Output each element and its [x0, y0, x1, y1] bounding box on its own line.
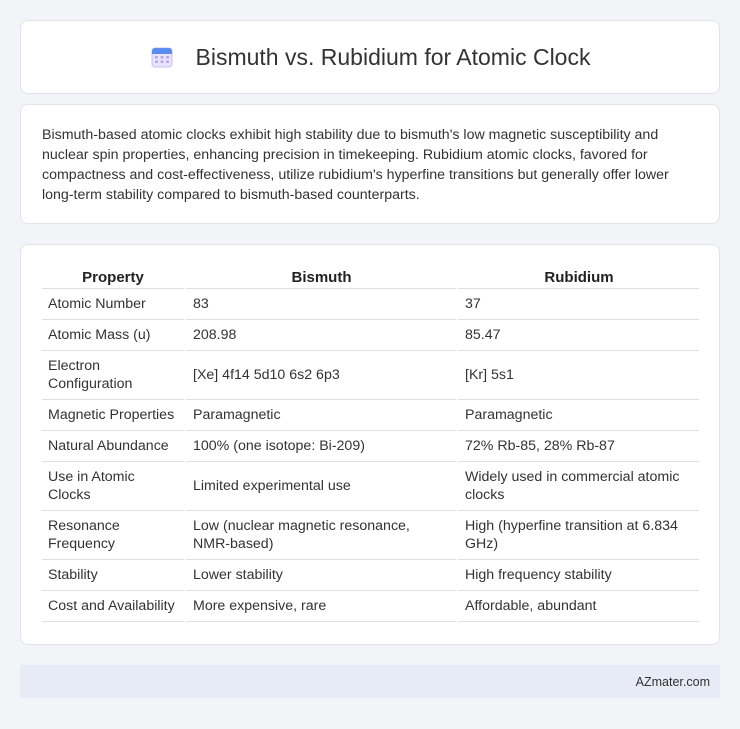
table-row: [42, 560, 699, 591]
title-card: [20, 20, 720, 94]
cell-rubidium: 72% Rb-85, 28% Rb-87: [456, 431, 699, 462]
cell-bismuth: 100% (one isotope: Bi-209): [184, 431, 456, 462]
table-row: [42, 289, 699, 320]
table-row: [42, 462, 699, 511]
cell-bismuth: Limited experimental use: [184, 462, 456, 511]
cell-property: Stability: [42, 560, 184, 591]
cell-property: Atomic Mass (u): [42, 320, 184, 351]
comparison-table: [42, 265, 699, 622]
cell-rubidium: Affordable, abundant: [456, 591, 699, 622]
cell-rubidium: Widely used in commercial atomic clocks: [456, 462, 699, 511]
cell-rubidium: [Kr] 5s1: [456, 351, 699, 400]
header-rubidium: Rubidium: [456, 265, 699, 289]
cell-property: Atomic Number: [42, 289, 184, 320]
table-row: [42, 591, 699, 622]
cell-bismuth: Lower stability: [184, 560, 456, 591]
cell-property: Cost and Availability: [42, 591, 184, 622]
table-row: [42, 320, 699, 351]
cell-rubidium: High (hyperfine transition at 6.834 GHz): [456, 511, 699, 560]
table-row: [42, 351, 699, 400]
header-property: Property: [42, 265, 184, 289]
calendar-icon: [150, 45, 174, 69]
cell-property: Electron Configuration: [42, 351, 184, 400]
cell-rubidium: High frequency stability: [456, 560, 699, 591]
table-row: [42, 400, 699, 431]
cell-property: Resonance Frequency: [42, 511, 184, 560]
comparison-table-card: [20, 244, 720, 645]
intro-card: [20, 104, 720, 224]
cell-bismuth: Low (nuclear magnetic resonance, NMR-based): [184, 511, 456, 560]
footer-bar: [20, 665, 720, 698]
table-header-row: [42, 265, 699, 289]
cell-property: Magnetic Properties: [42, 400, 184, 431]
cell-rubidium: 37: [456, 289, 699, 320]
cell-bismuth: 83: [184, 289, 456, 320]
page-title: Bismuth vs. Rubidium for Atomic Clock: [195, 43, 591, 70]
cell-bismuth: More expensive, rare: [184, 591, 456, 622]
cell-rubidium: Paramagnetic: [456, 400, 699, 431]
table-row: [42, 431, 699, 462]
footer-site-link[interactable]: AZmater.com: [635, 674, 710, 689]
cell-property: Use in Atomic Clocks: [42, 462, 184, 511]
cell-rubidium: 85.47: [456, 320, 699, 351]
table-row: [42, 511, 699, 560]
cell-property: Natural Abundance: [42, 431, 184, 462]
cell-bismuth: 208.98: [184, 320, 456, 351]
header-bismuth: Bismuth: [184, 265, 456, 289]
cell-bismuth: Paramagnetic: [184, 400, 456, 431]
cell-bismuth: [Xe] 4f14 5d10 6s2 6p3: [184, 351, 456, 400]
intro-text: Bismuth-based atomic clocks exhibit high stability due to bismuth's low magnetic susceptibility and nuclear spin properties, enhancing precision in timekeeping. Rubidium atomic clocks, favored for compactness and cost-effectiveness, utilize rubidium's hyperfine transitions but generally offer lower long-term stability compared to bismuth-based counterparts.: [42, 127, 669, 203]
